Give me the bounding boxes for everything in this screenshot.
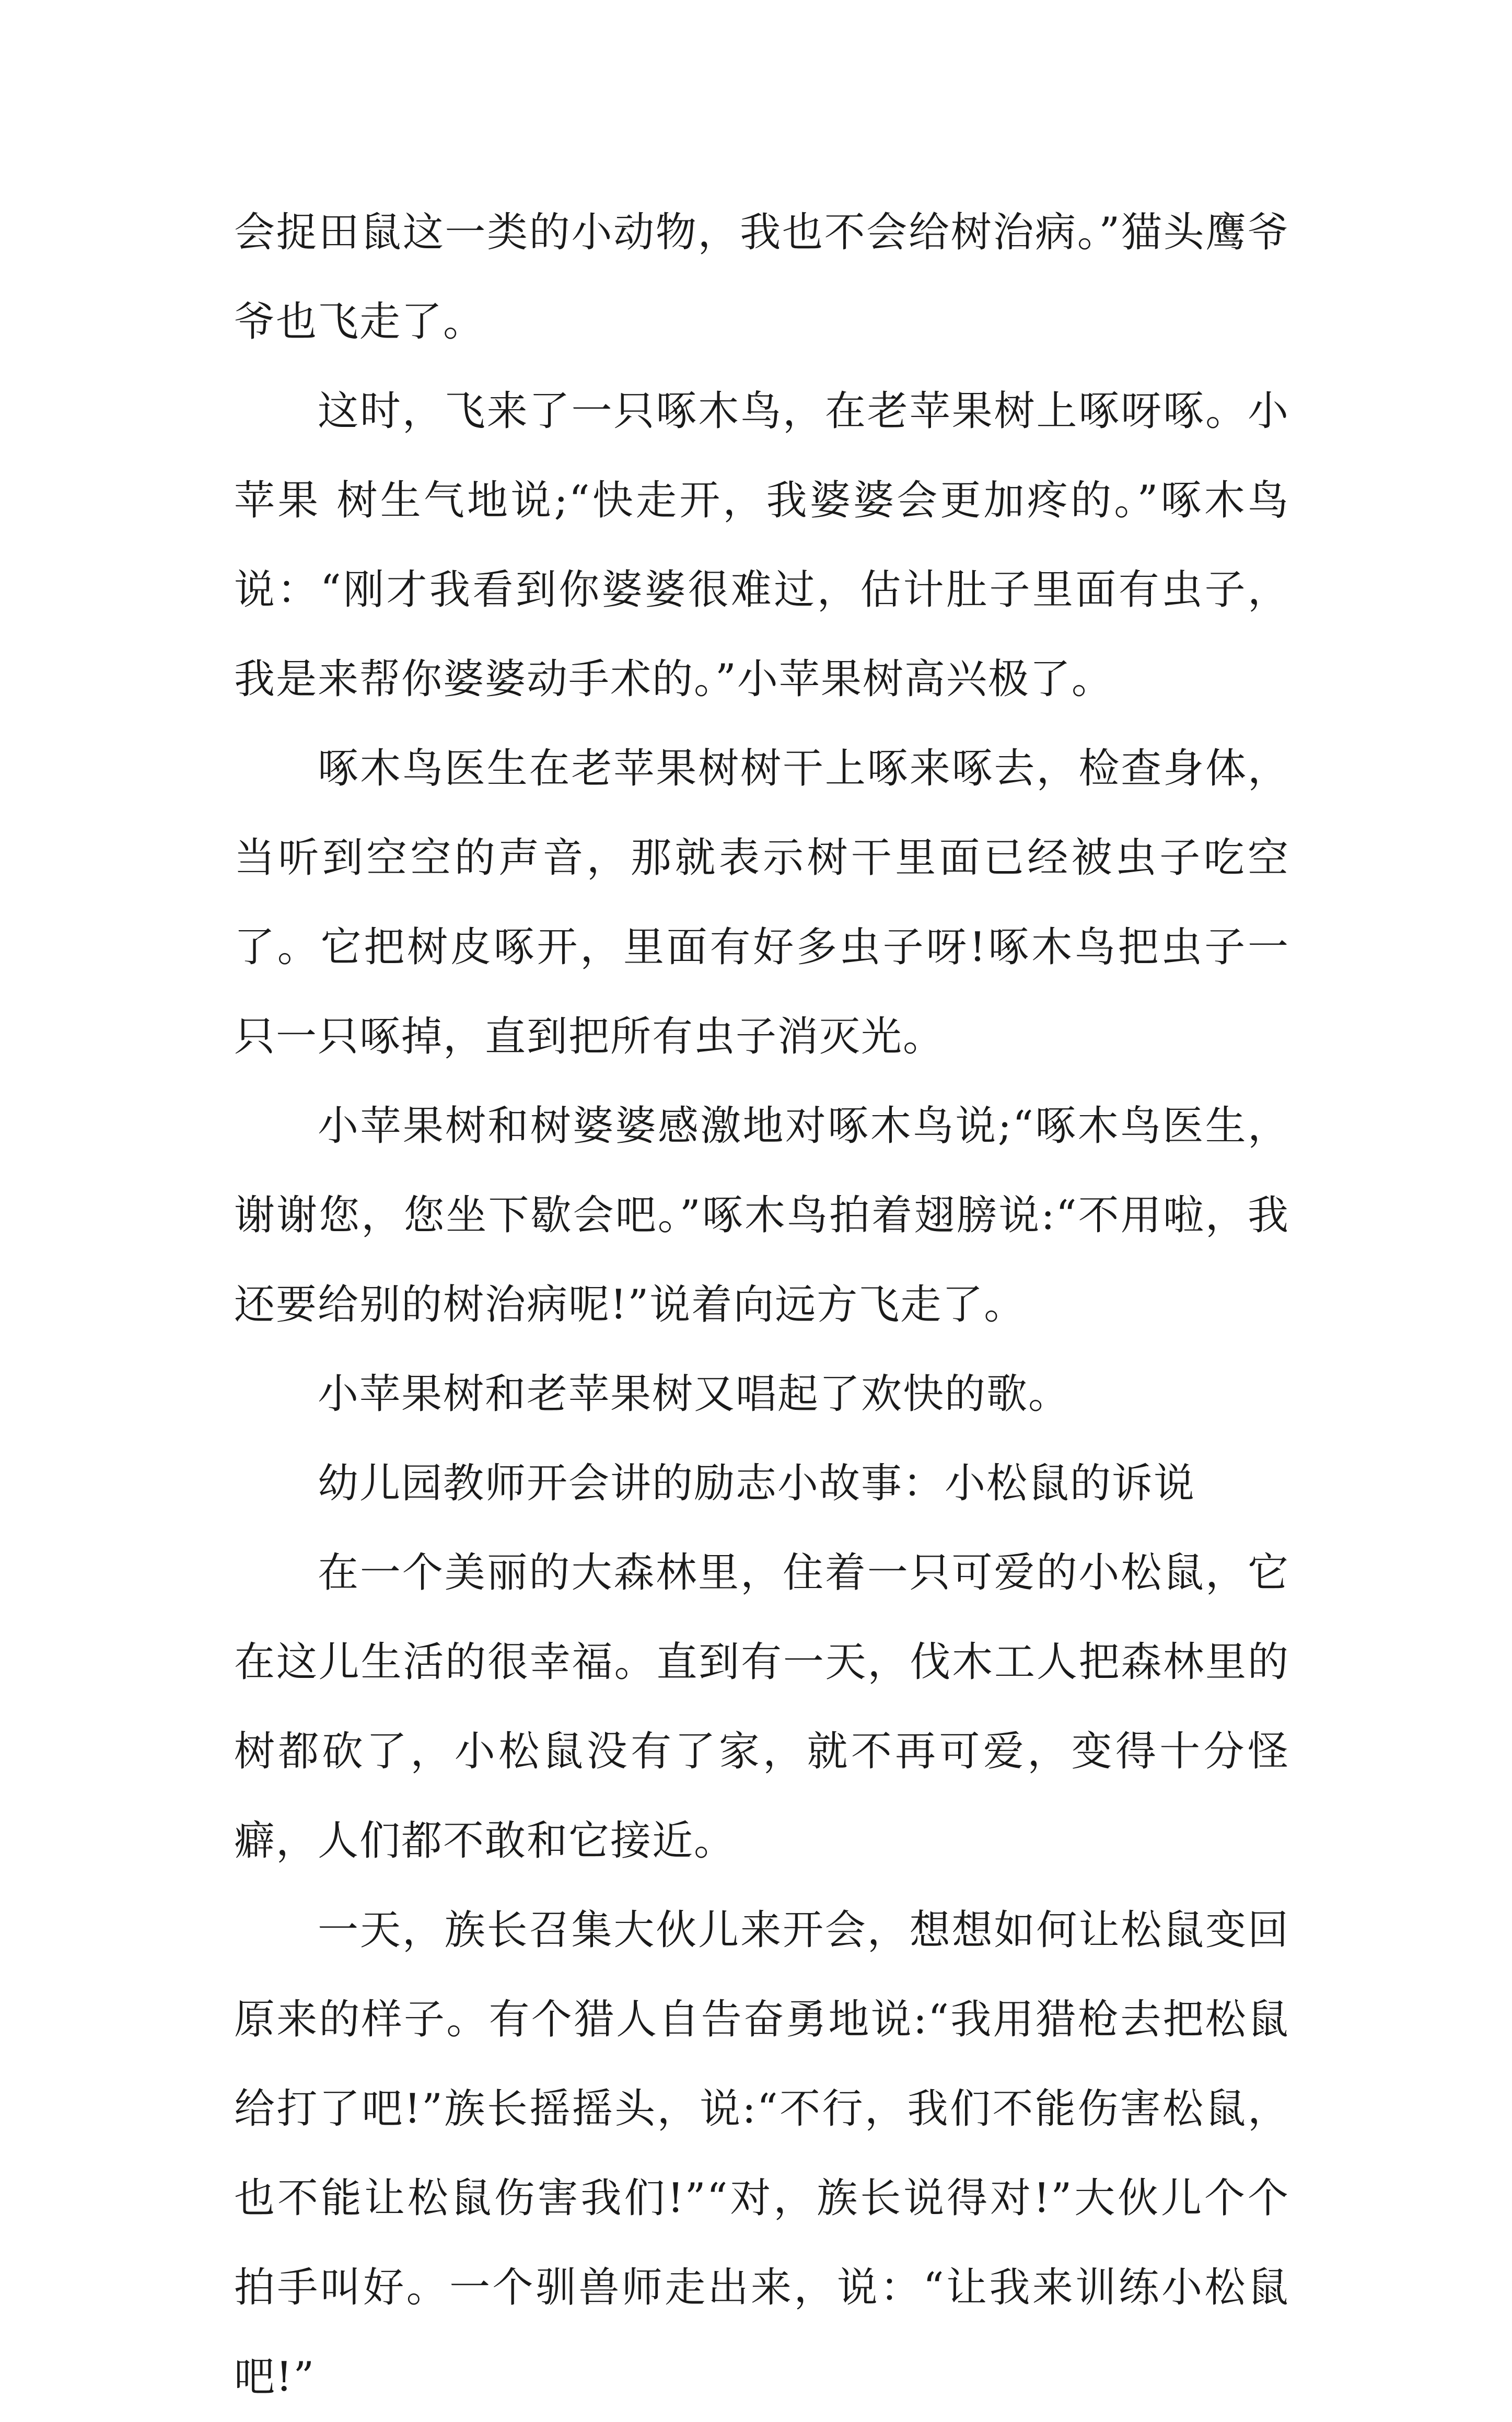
story-title: 幼儿园教师开会讲的励志小故事：小松鼠的诉说	[318, 1460, 1196, 1507]
paragraph-3: 啄木鸟医生在老苹果树树干上啄来啄去，检查身体，当听到空空的声音，那就表示树干里面已经被虫子吃空了。它把树皮啄开，里面有好多虫子呀!啄木鸟把虫子一只一只啄掉，直到把所有虫子消灭光。	[234, 745, 1289, 1060]
paragraph-5: 小苹果树和老苹果树又唱起了欢快的歌。	[318, 1371, 1071, 1418]
paragraph-2: 这时，飞来了一只啄木鸟，在老苹果树上啄呀啄。小苹果 树生气地说;“快走开，我婆婆会更加疼的。”啄木鸟说：“刚才我看到你婆婆很难过，估计肚子里面有虫子，我是来帮你婆婆动手术的。”小苹果树高兴极了。	[234, 388, 1289, 703]
paragraph-1: 会捉田鼠这一类的小动物，我也不会给树治病。”猫头鹰爷爷也飞走了。	[234, 209, 1289, 345]
paragraph-7: 一天，族长召集大伙儿来开会，想想如何让松鼠变回原来的样子。有个猎人自告奋勇地说:“我用猎枪去把松鼠给打了吧!”族长摇摇头，说:“不行，我们不能伤害松鼠，也不能让松鼠伤害我们!”“对，族长说得对!”大伙儿个个拍手叫好。一个驯兽师走出来，说：“让我来训练小松鼠吧!”	[234, 1907, 1289, 2401]
paragraph-4: 小苹果树和树婆婆感激地对啄木鸟说;“啄木鸟医生，谢谢您，您坐下歇会吧。”啄木鸟拍着翅膀说:“不用啦，我还要给别的树治病呢!”说着向远方飞走了。	[234, 1103, 1289, 1328]
body-text	[234, 188, 1289, 2422]
paragraph-6: 在一个美丽的大森林里，住着一只可爱的小松鼠，它在这儿生活的很幸福。直到有一天，伐木工人把森林里的树都砍了，小松鼠没有了家，就不再可爱，变得十分怪癖，人们都不敢和它接近。	[234, 1549, 1289, 1864]
